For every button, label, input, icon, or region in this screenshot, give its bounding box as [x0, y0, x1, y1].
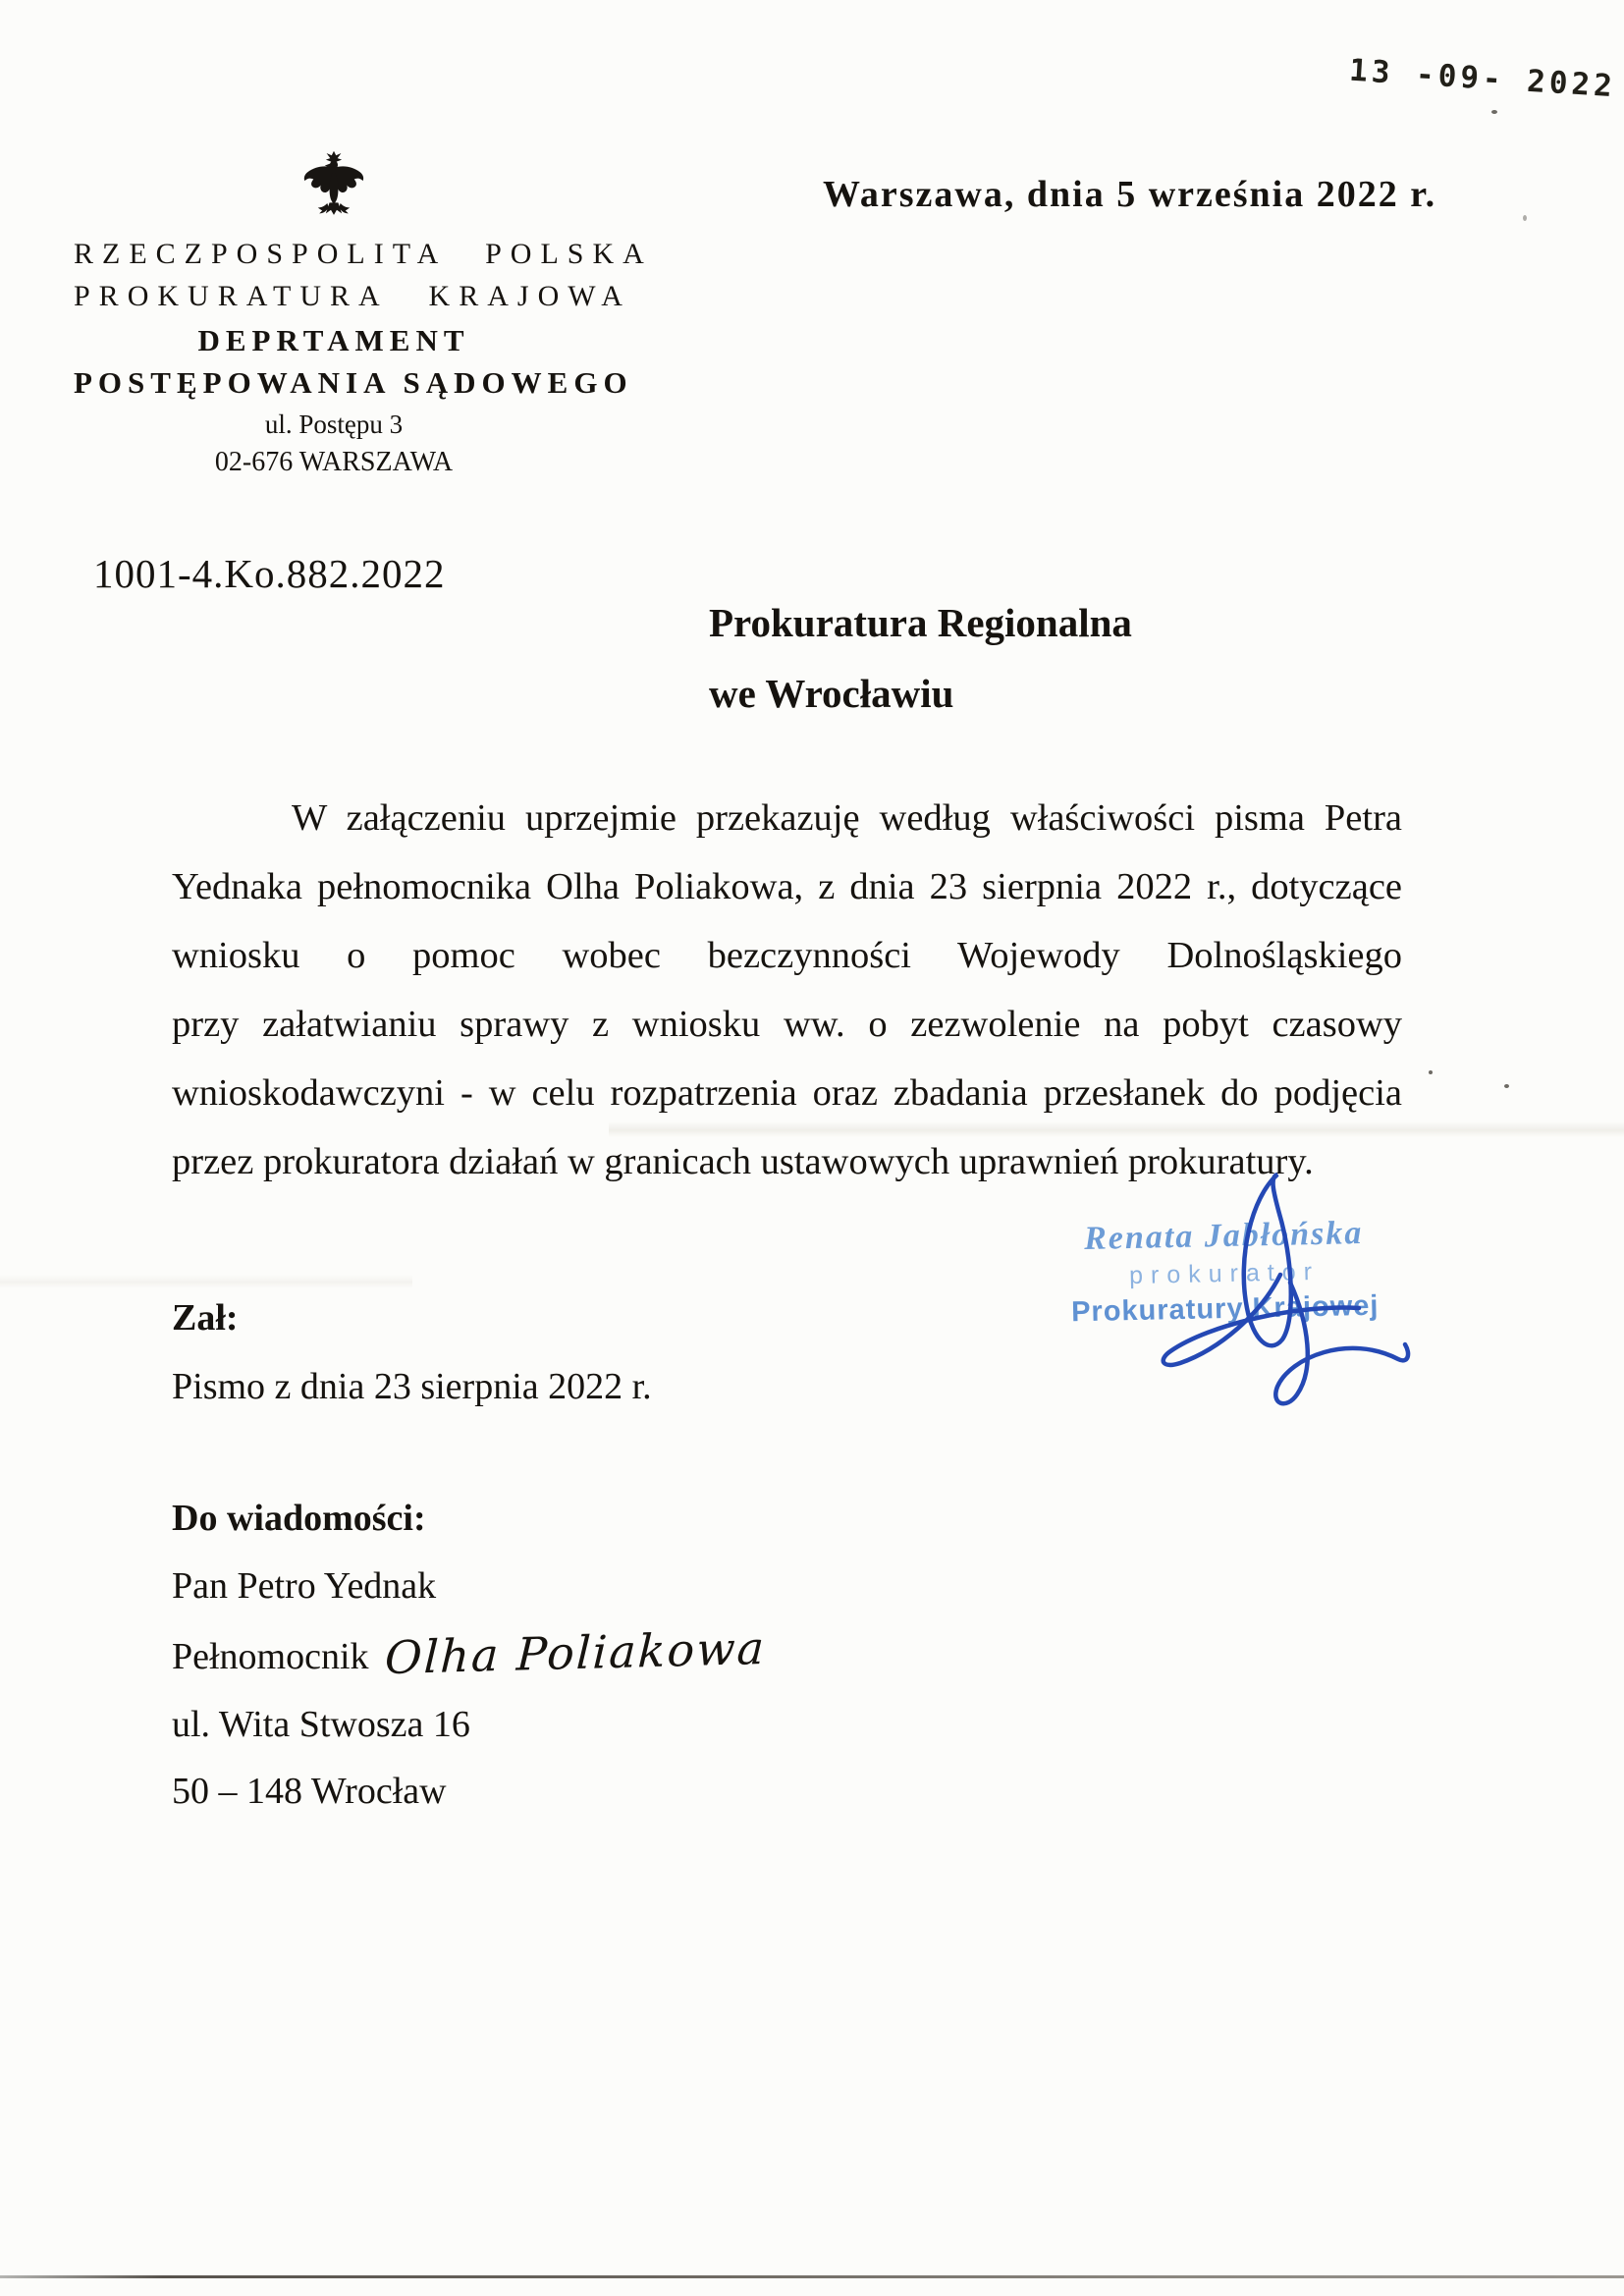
body-line: W załączeniu uprzejmie przekazuję według właściwości pisma Petra [292, 797, 1402, 839]
body-line: przez prokuratora działań w granicach ustawowych uprawnień prokuratury. [172, 1141, 1314, 1182]
received-date-stamp: 13 -09- 2022 [1348, 52, 1617, 105]
cc-label: Do wiadomości: [172, 1498, 426, 1539]
cc-name-handwritten: Olha Poliakowa [383, 1620, 767, 1685]
attachments-block [172, 1296, 652, 1408]
letter-body [172, 784, 1402, 1196]
attachment-item: Pismo z dnia 23 sierpnia 2022 r. [172, 1366, 652, 1407]
scan-crease [0, 1275, 412, 1288]
addressee-city: we Wrocławiu [709, 671, 954, 716]
body-line: przy załatwianiu sprawy z wniosku ww. o zezwolenie na pobyt czasowy [172, 1004, 1402, 1045]
letterhead-institution: PROKURATURA KRAJOWA [74, 280, 631, 312]
cc-block [172, 1485, 766, 1826]
addressee-name: Prokuratura Regionalna [709, 600, 1132, 645]
letterhead-city: 02-676 WARSZAWA [214, 447, 454, 477]
cc-city: 50 – 148 Wrocław [172, 1771, 447, 1812]
letterhead-country: RZECZPOSPOLITA POLSKA [74, 238, 653, 270]
scan-speck [1491, 110, 1497, 114]
cc-street: ul. Wita Stwosza 16 [172, 1703, 470, 1745]
handwritten-signature-ink [1117, 1165, 1441, 1430]
letterhead-department2: POSTĘPOWANIA SĄDOWEGO [74, 365, 633, 400]
attachments-label: Zał: [172, 1297, 239, 1339]
scan-edge-line [0, 2275, 1624, 2278]
letterhead [74, 147, 653, 478]
scan-speck [1429, 1070, 1433, 1074]
letterhead-department: DEPRTAMENT [197, 323, 470, 357]
stamp-prosecutor-office: Prokuratury Krajowej [1070, 1289, 1380, 1329]
cc-recipient: Pan Petro Yednak [172, 1564, 437, 1607]
cc-role-printed: Pełnomocnik [172, 1636, 369, 1677]
body-line: wnioskodawczyni - w celu rozpatrzenia oraz zbadania przesłanek do podjęcia [172, 1072, 1402, 1114]
cc-representative-row [172, 1619, 766, 1691]
letterhead-street: ul. Postępu 3 [264, 410, 404, 439]
reference-number: 1001-4.Ko.882.2022 [93, 551, 446, 596]
body-line: wniosku o pomoc wobec bezczynności Wojewody Dolnośląskiego [172, 935, 1402, 976]
stamp-prosecutor-name: Renata Jabłońska [1083, 1215, 1364, 1257]
scan-speck [1504, 1084, 1509, 1088]
stamp-prosecutor-title: prokurator [1128, 1257, 1321, 1290]
body-line: Yednaka pełnomocnika Olha Poliakowa, z dnia 23 sierpnia 2022 r., dotyczące [172, 866, 1402, 907]
place-date-line: Warszawa, dnia 5 września 2022 r. [823, 174, 1437, 215]
scan-speck [1523, 215, 1527, 221]
polish-eagle-emblem [298, 147, 370, 232]
addressee-block [709, 587, 1132, 729]
